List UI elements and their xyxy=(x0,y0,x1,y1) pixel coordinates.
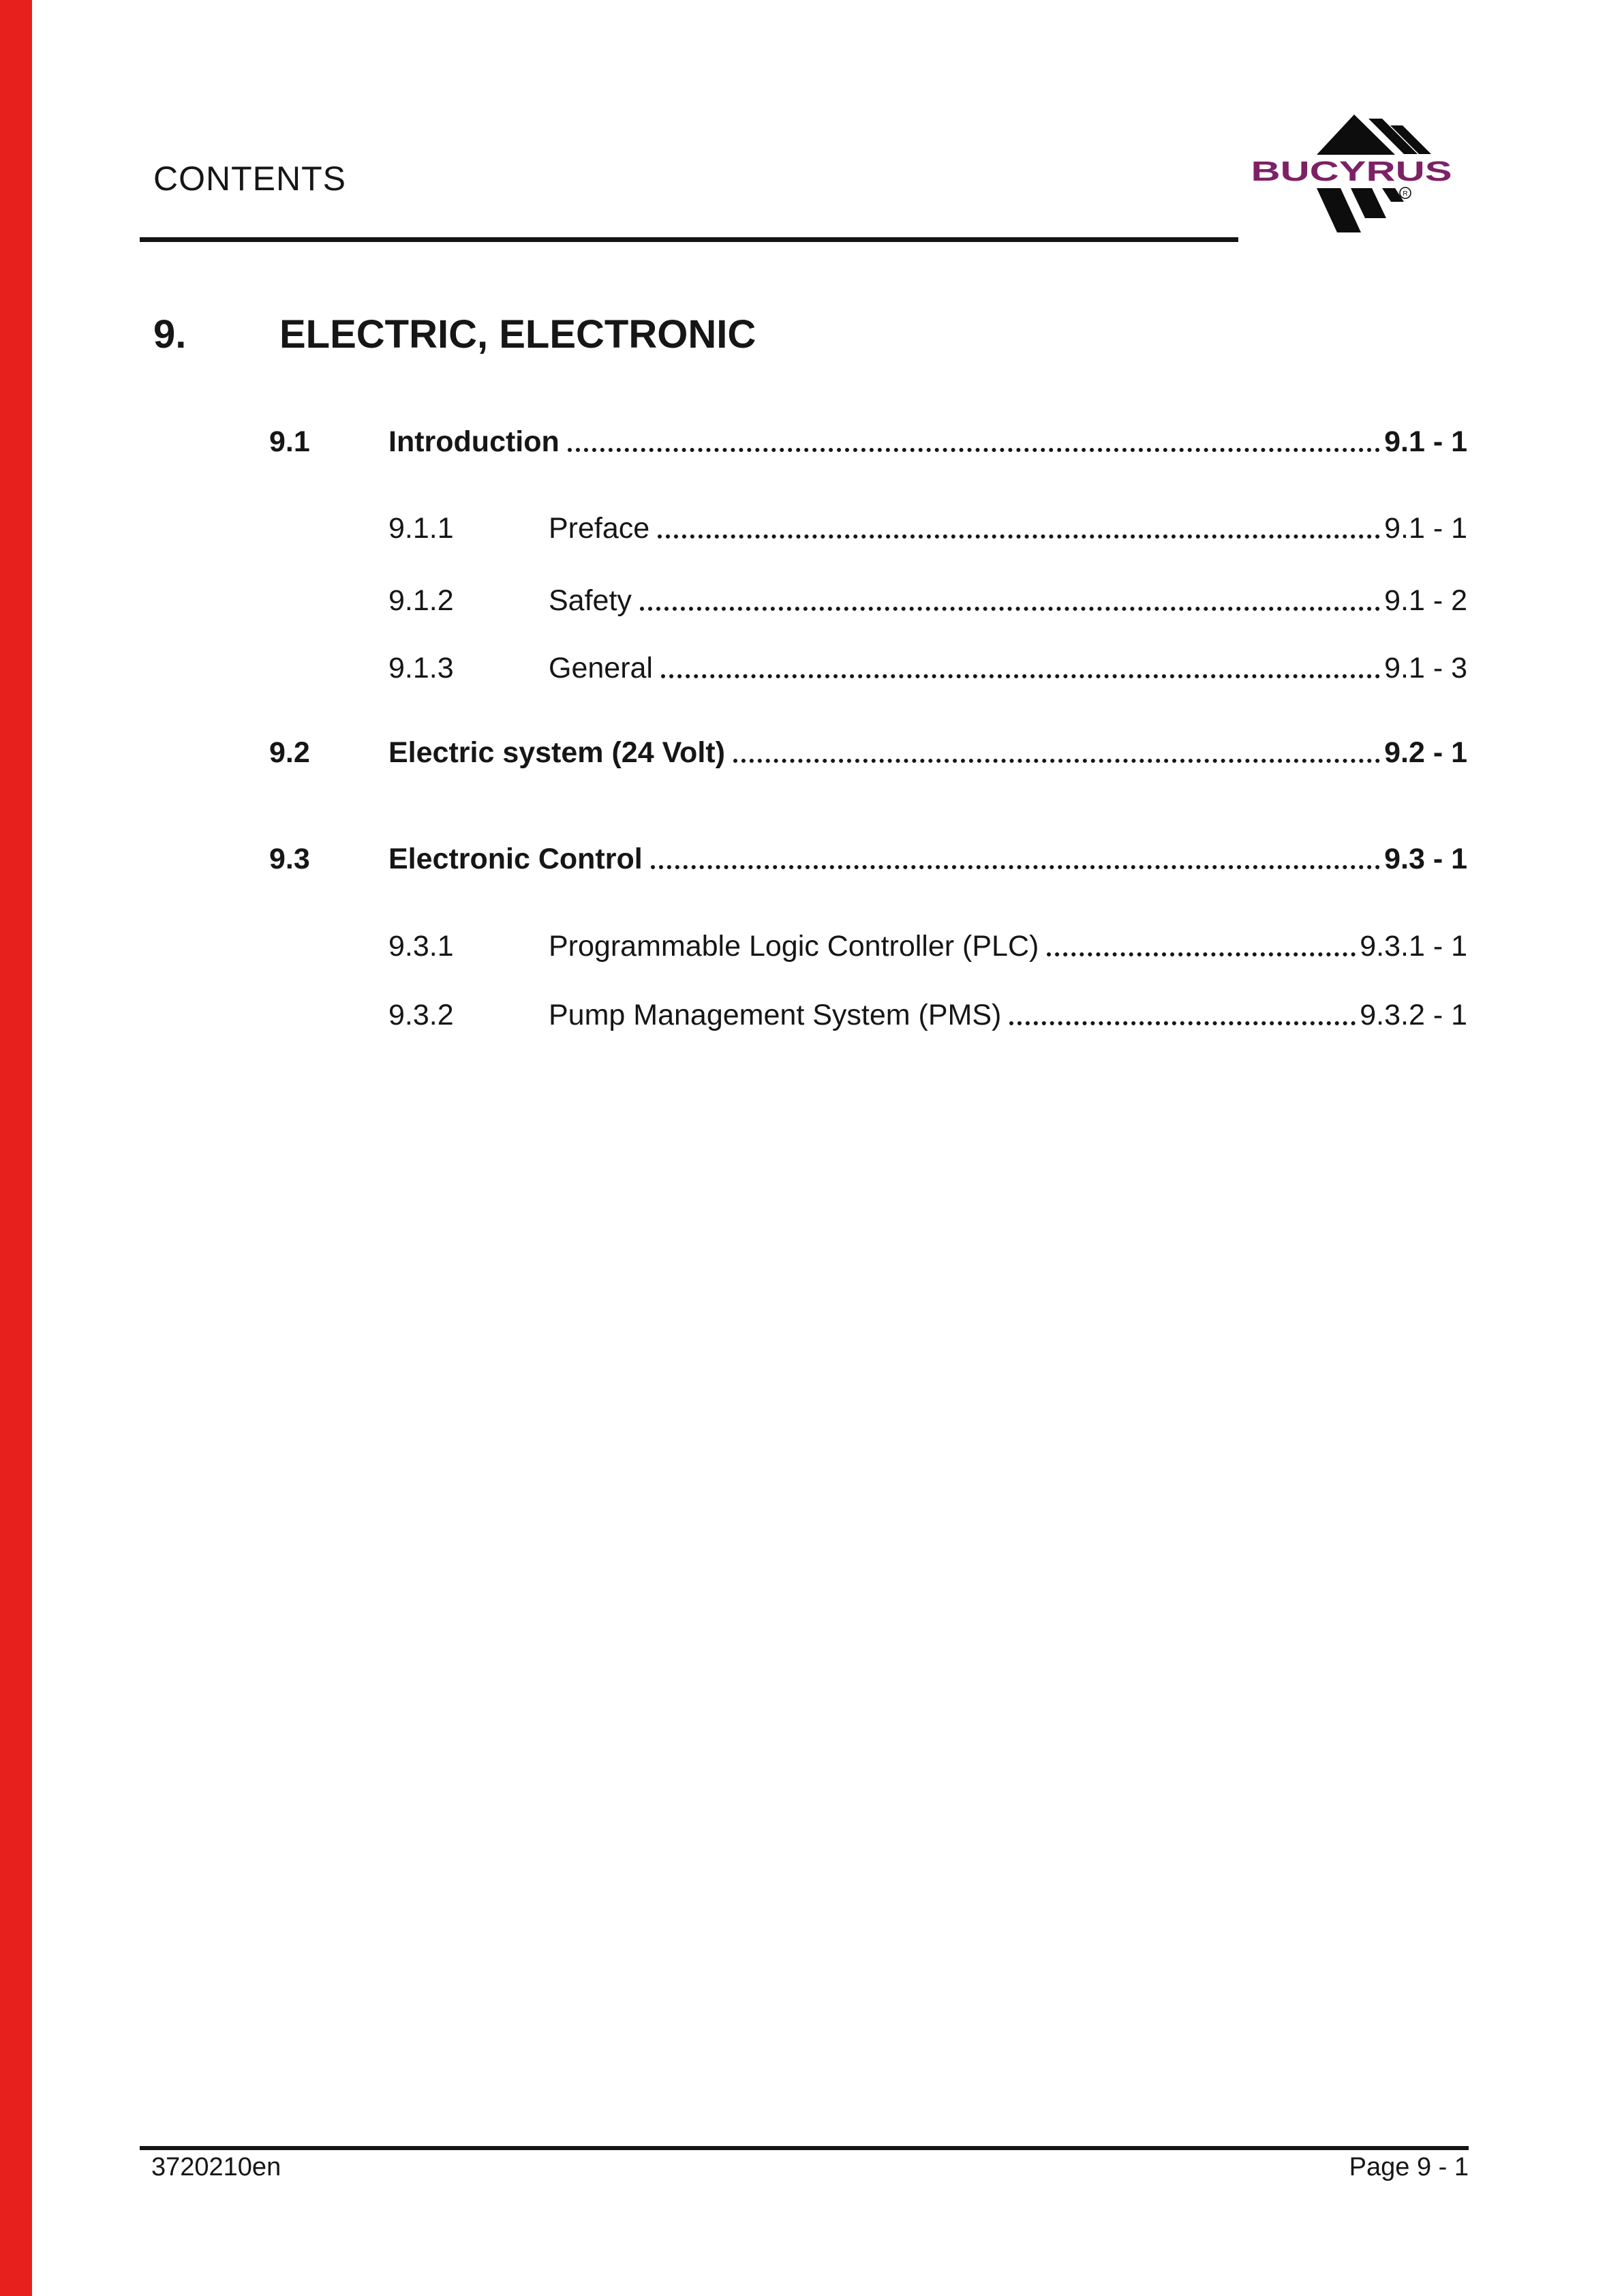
dotted-leader xyxy=(651,865,1380,869)
toc-entry-number: 9.2 xyxy=(269,736,310,769)
toc-entry-title: Preface xyxy=(549,512,650,545)
dotted-leader xyxy=(640,607,1380,611)
toc-row xyxy=(388,512,1467,545)
contents-header-label: CONTENTS xyxy=(153,160,346,198)
toc-row xyxy=(269,736,1467,769)
document-number: 3720210en xyxy=(151,2153,281,2181)
toc-row xyxy=(388,999,1467,1031)
section-title: ELECTRIC, ELECTRONIC xyxy=(279,312,756,357)
bucyrus-wordmark: BUCYRUS xyxy=(1251,155,1452,187)
toc-entry-title: Electric system (24 Volt) xyxy=(388,736,725,769)
toc-entry-title: Programmable Logic Controller (PLC) xyxy=(549,930,1039,963)
toc-entry-page-ref: 9.3 - 1 xyxy=(1384,843,1467,875)
toc-row xyxy=(269,843,1467,875)
footer-rule xyxy=(140,2146,1469,2150)
svg-text:R: R xyxy=(1403,190,1408,198)
toc-entry-title: Pump Management System (PMS) xyxy=(549,999,1002,1031)
toc-row xyxy=(388,930,1467,963)
section-number: 9. xyxy=(153,312,187,357)
toc-entry-title: General xyxy=(549,652,653,684)
dotted-leader xyxy=(661,674,1380,678)
toc-entry-page-ref: 9.3.2 - 1 xyxy=(1360,999,1467,1031)
dotted-leader xyxy=(733,759,1380,763)
dotted-leader xyxy=(1047,952,1356,956)
toc-entry-page-ref: 9.1 - 1 xyxy=(1384,425,1467,458)
toc-entry-number: 9.1 xyxy=(269,425,310,458)
dotted-leader xyxy=(1009,1021,1356,1025)
toc-entry-number: 9.1.3 xyxy=(388,652,454,684)
page-number-label: Page 9 - 1 xyxy=(1349,2153,1469,2181)
toc-entry-page-ref: 9.3.1 - 1 xyxy=(1360,930,1467,963)
toc-entry-number: 9.1.1 xyxy=(388,512,454,545)
toc-entry-title: Electronic Control xyxy=(388,843,643,875)
toc-entry-title: Introduction xyxy=(388,425,560,458)
toc-entry-page-ref: 9.1 - 2 xyxy=(1384,584,1467,617)
toc-entry-number: 9.3 xyxy=(269,843,310,875)
toc-entry-title: Safety xyxy=(549,584,632,617)
dotted-leader xyxy=(568,448,1380,452)
toc-entry-number: 9.3.2 xyxy=(388,999,454,1031)
dotted-leader xyxy=(658,534,1380,539)
toc-entry-page-ref: 9.2 - 1 xyxy=(1384,736,1467,769)
toc-row xyxy=(388,652,1467,684)
toc-entry-page-ref: 9.1 - 3 xyxy=(1384,652,1467,684)
toc-entry-page-ref: 9.1 - 1 xyxy=(1384,512,1467,545)
toc-entry-number: 9.3.1 xyxy=(388,930,454,963)
toc-entry-number: 9.1.2 xyxy=(388,584,454,617)
toc-row xyxy=(388,584,1467,617)
toc-row xyxy=(269,425,1467,458)
